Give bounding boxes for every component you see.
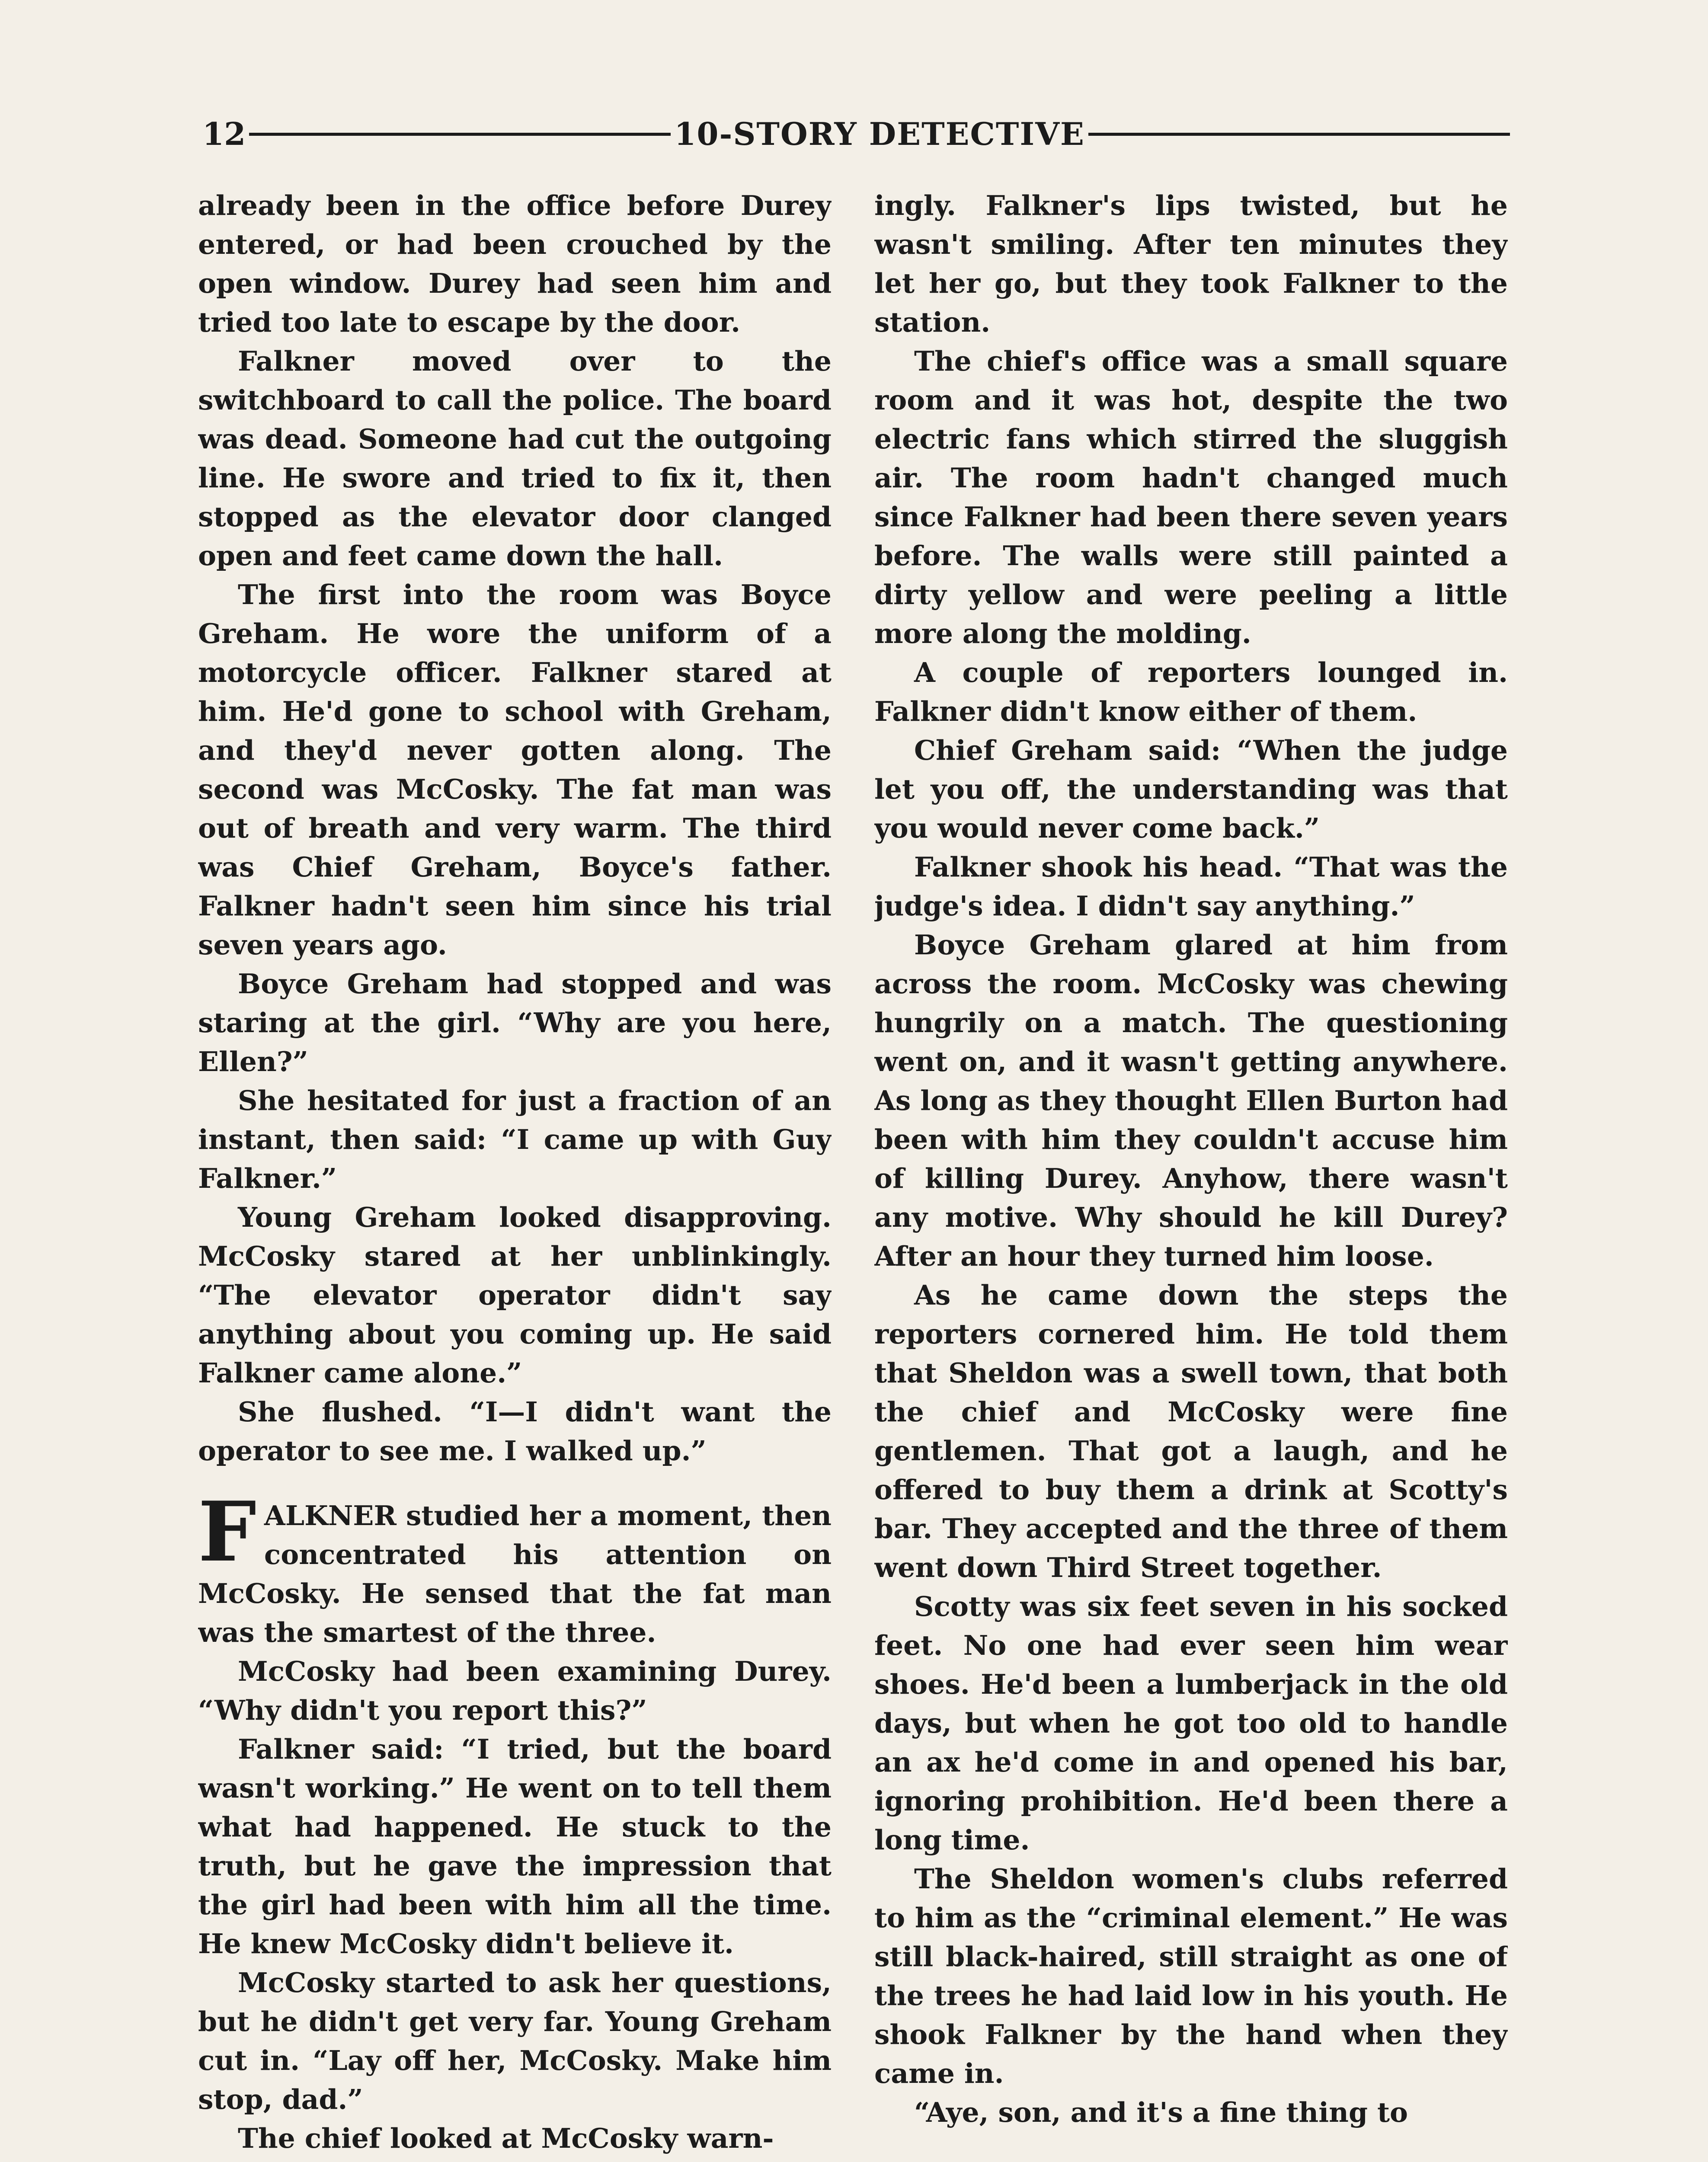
right-column <box>874 186 1508 2162</box>
paragraph: Young Greham looked disapproving. McCosky stared at her unblinkingly. “The elevator operator didn't say anything about you coming up. He said Falkner came alone.” <box>198 1201 832 1389</box>
paragraph: ingly. Falkner's lips twisted, but he wasn't smiling. After ten minutes they let her go, but they took Falkner to the station. <box>874 189 1508 338</box>
section-opening-paragraph <box>198 1484 832 1652</box>
paragraph: Falkner said: “I tried, but the board wasn't working.” He went on to tell them what had happened. He stuck to the truth, but he gave the impression that the girl had been with him all the time. He knew McCosky didn't believe it. <box>198 1733 832 1960</box>
running-header <box>202 110 1513 158</box>
paragraph: The Sheldon women's clubs referred to him as the “criminal element.” He was still black-haired, still straight as one of the trees he had laid low in his youth. He shook Falkner by the hand when they came in. <box>874 1863 1508 2089</box>
header-rule-left <box>249 133 671 136</box>
paragraph: Scotty was six feet seven in his socked feet. No one had ever seen him wear shoes. He'd been a lumberjack in the old days, but when he got too old to handle an ax he'd come in and opened his bar, ignoring prohibition. He'd been there a long time. <box>874 1590 1508 1856</box>
section-opening-text: ALKNER studied her a moment, then concentrated his attention on McCosky. He sensed that the fat man was the smartest of the three. <box>198 1500 832 1648</box>
paragraph: already been in the office before Durey entered, or had been crouched by the open window. Durey had seen him and tried too late to escape by the door. <box>198 189 832 338</box>
paragraph: Boyce Greham had stopped and was staring at the girl. “Why are you here, Ellen?” <box>198 968 832 1078</box>
publication-title: 10-STORY DETECTIVE <box>674 115 1085 152</box>
paragraph: As he came down the steps the reporters cornered him. He told them that Sheldon was a swell town, that both the chief and McCosky were fine gentlemen. That got a laugh, and he offered to buy them a drink at Scotty's bar. They accepted and the three of them went down Third Street together. <box>874 1279 1508 1583</box>
paragraph: A couple of reporters lounged in. Falkner didn't know either of them. <box>874 656 1508 727</box>
paragraph: McCosky had been examining Durey. “Why didn't you report this?” <box>198 1655 832 1726</box>
paragraph: Falkner shook his head. “That was the judge's idea. I didn't say anything.” <box>874 851 1508 922</box>
paragraph: Chief Greham said: “When the judge let you off, the understanding was that you would never come back.” <box>874 734 1508 844</box>
paragraph: Boyce Greham glared at him from across the room. McCosky was chewing hungrily on a match. The questioning went on, and it wasn't getting anywhere. As long as they thought Ellen Burton had been with him they couldn't accuse him of killing Durey. Anyhow, there wasn't any motive. Why should he kill Durey? After an hour they turned him loose. <box>874 929 1508 1272</box>
paragraph: She flushed. “I—I didn't want the operator to see me. I walked up.” <box>198 1396 832 1467</box>
paragraph: The first into the room was Boyce Greham. He wore the uniform of a motorcycle officer. Falkner stared at him. He'd gone to school with Greham, and they'd never gotten along. The second was McCosky. The fat man was out of breath and very warm. The third was Chief Greham, Boyce's father. Falkner hadn't seen him since his trial seven years ago. <box>198 579 832 961</box>
paragraph: She hesitated for just a fraction of an instant, then said: “I came up with Guy Falkner.” <box>198 1084 832 1194</box>
paragraph: “Aye, son, and it's a fine thing to <box>914 2096 1408 2128</box>
paragraph: McCosky started to ask her questions, but he didn't get very far. Young Greham cut in. “Lay off her, McCosky. Make him stop, dad.” <box>198 1967 832 2115</box>
paragraph: Falkner moved over to the switchboard to call the police. The board was dead. Someone had cut the outgoing line. He swore and tried to fix it, then stopped as the elevator door clanged open and feet came down the hall. <box>198 345 832 572</box>
drop-cap: F <box>198 1484 256 1580</box>
paragraph: The chief's office was a small square room and it was hot, despite the two electric fans which stirred the sluggish air. The room hadn't changed much since Falkner had been there seven years before. The walls were still painted a dirty yellow and were peeling a little more along the molding. <box>874 345 1508 649</box>
paragraph: The chief looked at McCosky warn- <box>238 2122 774 2154</box>
header-rule-right <box>1088 133 1510 136</box>
left-column <box>198 186 832 2162</box>
page-number: 12 <box>202 115 246 152</box>
